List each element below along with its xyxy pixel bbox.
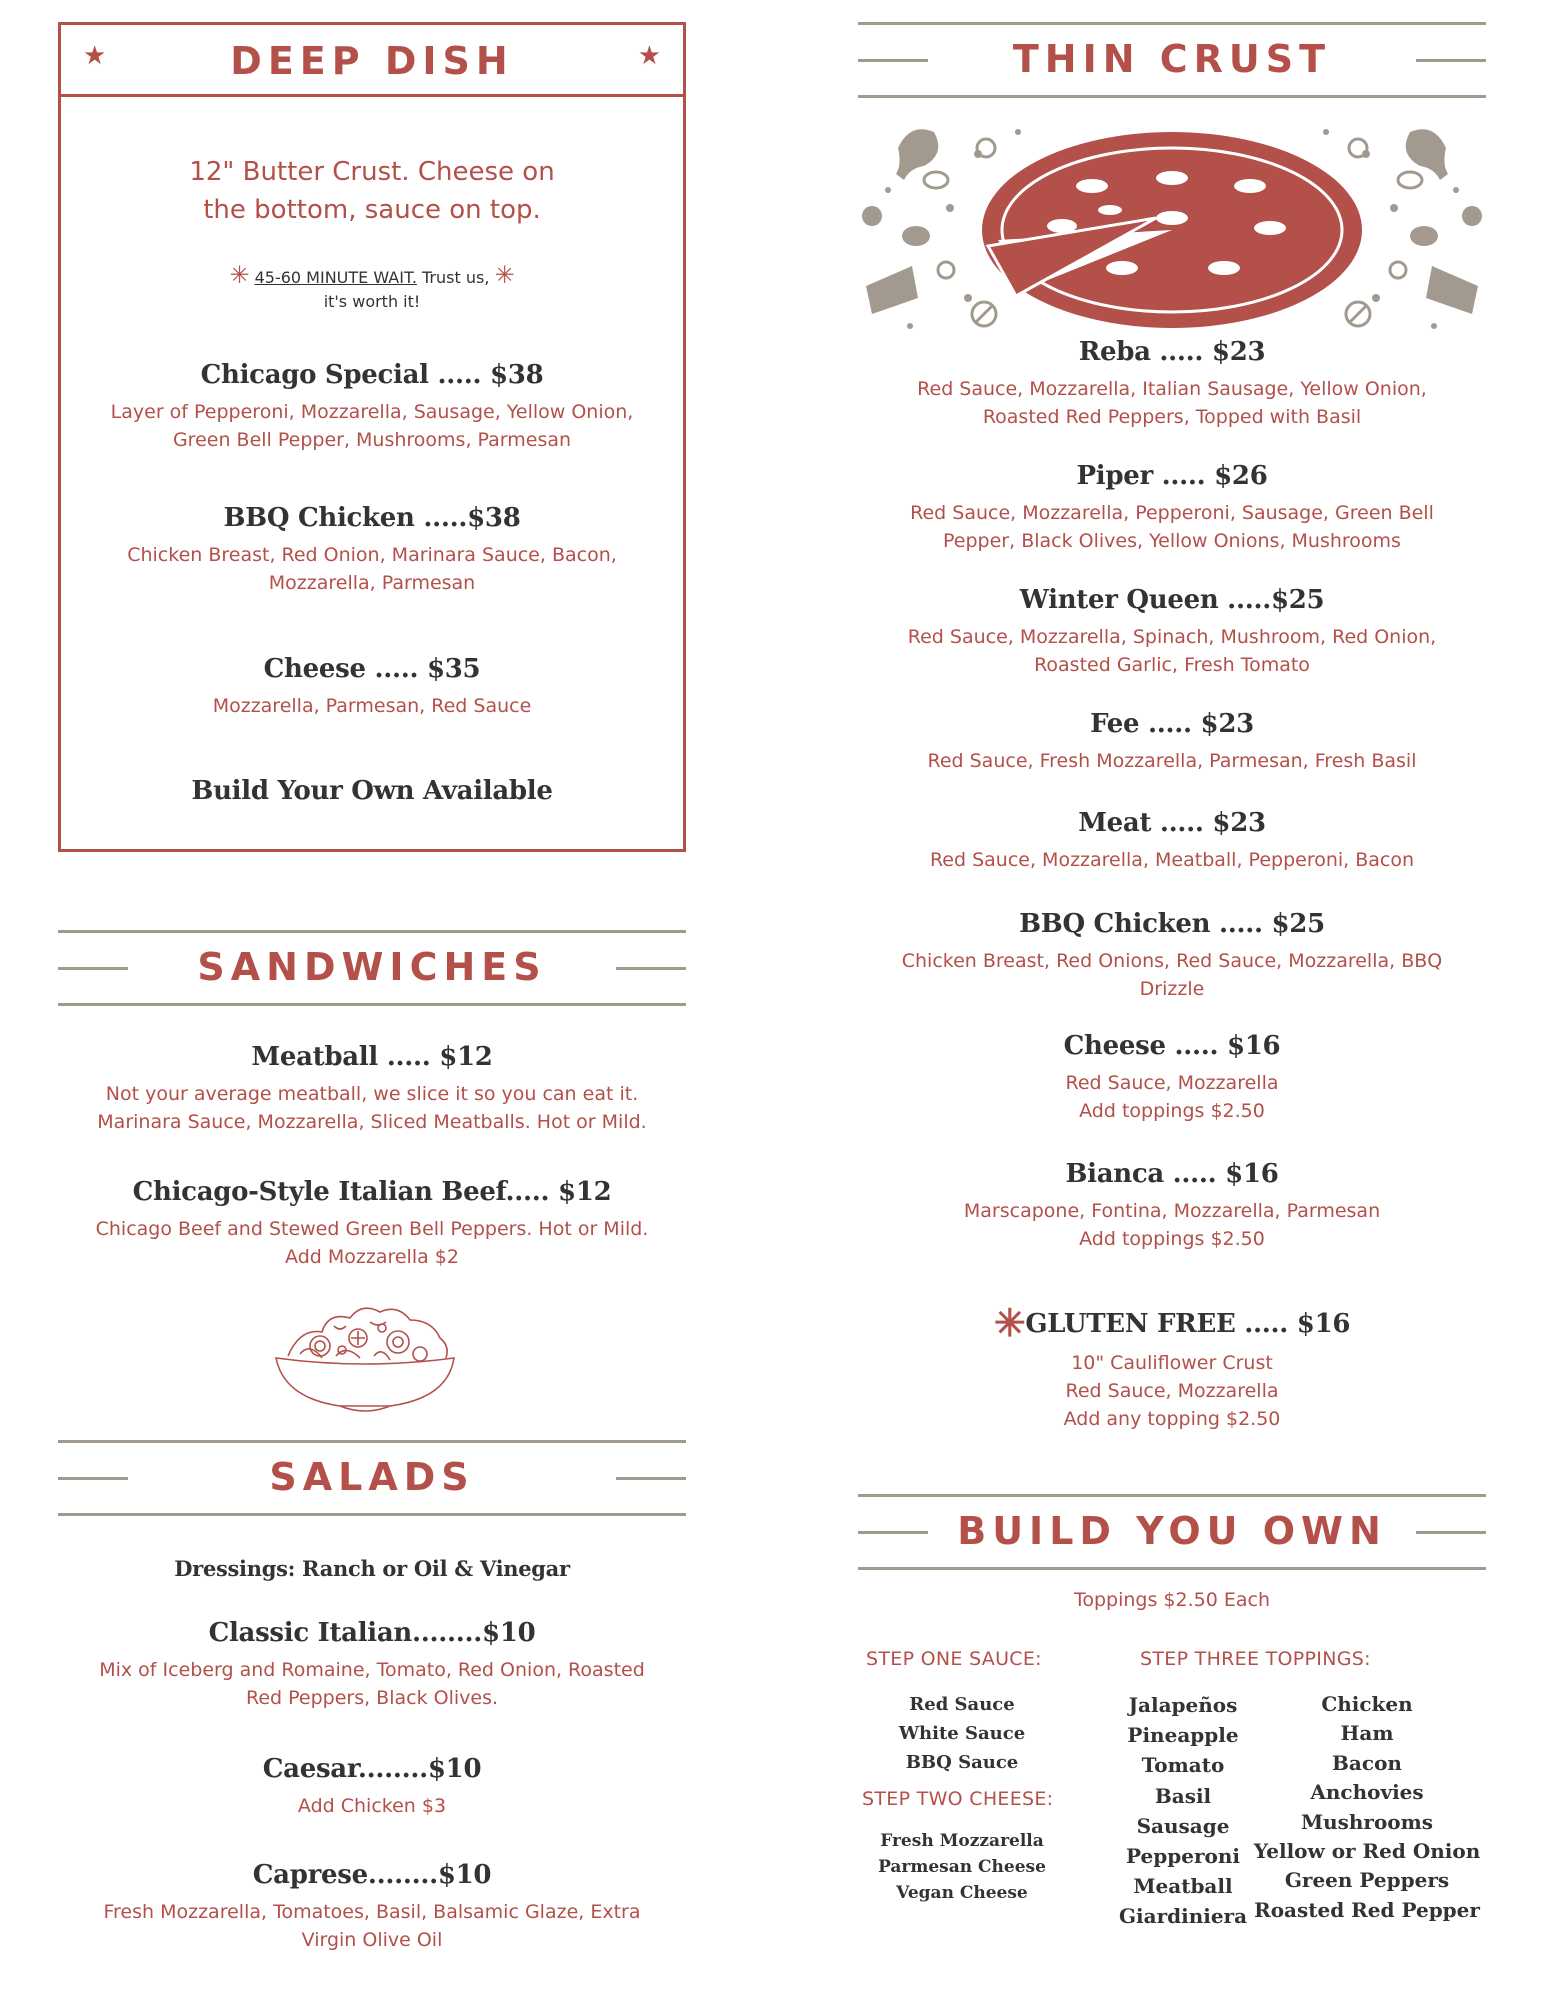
list-item: Pineapple [1127, 1723, 1239, 1748]
wait-time: 45-60 MINUTE WAIT. [254, 268, 417, 287]
item-desc: Add Mozzarella $2 [285, 1246, 459, 1268]
list-item: Parmesan Cheese [878, 1857, 1046, 1877]
item-desc: Marscapone, Fontina, Mozzarella, Parmesan [963, 1200, 1381, 1222]
list-item: Giardiniera [1118, 1904, 1248, 1929]
salad-bowl-illustration [270, 1298, 460, 1416]
intro-line: 12" Butter Crust. Cheese on [189, 157, 555, 187]
item-title: BBQ Chicken .....$38 [223, 503, 521, 533]
list-item: Pepperoni [1126, 1844, 1240, 1869]
deep-dish-intro [61, 153, 683, 229]
intro-line: the bottom, sauce on top. [203, 195, 541, 225]
item-desc: Layer of Pepperoni, Mozzarella, Sausage, Yellow Onion, [110, 401, 634, 423]
menu-item [858, 461, 1486, 555]
toppings-list-2 [1248, 1690, 1486, 1925]
wait-note [61, 263, 683, 314]
list-item: Yellow or Red Onion [1253, 1839, 1481, 1864]
item-desc: Red Peppers, Black Olives. [245, 1687, 499, 1709]
item-desc: Fresh Mozzarella, Tomatoes, Basil, Balsamic Glaze, Extra [103, 1901, 641, 1923]
step-one-label: STEP ONE SAUCE: [866, 1648, 1042, 1670]
list-item: Basil [1154, 1783, 1212, 1808]
item-title: Classic Italian........$10 [208, 1618, 536, 1648]
menu-item [858, 909, 1486, 1003]
list-item: White Sauce [898, 1723, 1026, 1744]
wait-text: it's worth it! [323, 292, 421, 311]
list-item: Mushrooms [1300, 1809, 1434, 1834]
menu-item [61, 654, 683, 720]
list-item: Meatball [1133, 1874, 1233, 1899]
item-title: BBQ Chicken ..... $25 [1019, 909, 1325, 939]
item-desc: Chicken Breast, Red Onion, Marinara Sauce, Bacon, [127, 544, 617, 566]
item-desc: Add Chicken $3 [297, 1795, 447, 1817]
item-title: Fee ..... $23 [1090, 709, 1254, 739]
deep-dish-header [61, 25, 683, 97]
menu-item [58, 1177, 686, 1271]
salads-heading: SALADS [269, 1455, 475, 1499]
list-item: Roasted Red Pepper [1254, 1897, 1480, 1922]
item-desc: Red Sauce, Mozzarella, Meatball, Pepperoni, Bacon [929, 849, 1415, 871]
menu-item [858, 1159, 1486, 1253]
menu-item [858, 1031, 1486, 1125]
list-item: Fresh Mozzarella [880, 1831, 1044, 1851]
item-title: Chicago-Style Italian Beef..... $12 [132, 1177, 612, 1207]
item-desc: Chicago Beef and Stewed Green Bell Peppers. Hot or Mild. [95, 1218, 649, 1240]
step-two-label: STEP TWO CHEESE: [862, 1788, 1054, 1810]
divider [858, 95, 1486, 98]
asterisk-icon: ✳ [993, 1300, 1026, 1345]
divider [58, 1513, 686, 1516]
item-desc: Add toppings $2.50 [1079, 1100, 1265, 1122]
thin-crust-header [858, 22, 1486, 98]
menu-item [858, 585, 1486, 679]
menu-item [58, 1618, 686, 1712]
item-desc: Mozzarella, Parmesan, Red Sauce [212, 695, 532, 717]
item-title: Cheese ..... $16 [1063, 1031, 1281, 1061]
list-item: Vegan Cheese [896, 1883, 1028, 1903]
menu-item [58, 1754, 686, 1820]
item-desc: Add any topping $2.50 [1063, 1408, 1281, 1430]
cheese-list [858, 1828, 1066, 1906]
sandwiches-header [58, 930, 686, 1006]
item-desc: Red Sauce, Mozzarella [1065, 1380, 1279, 1402]
item-desc: Add toppings $2.50 [1079, 1228, 1265, 1250]
toppings-price: Toppings $2.50 Each [1073, 1589, 1270, 1611]
divider [616, 1477, 686, 1480]
star-icon: ★ [83, 41, 107, 71]
item-title: Bianca ..... $16 [1065, 1159, 1279, 1189]
divider [858, 1567, 1486, 1570]
build-you-own-heading: BUILD YOU OWN [957, 1509, 1387, 1553]
list-item: Bacon [1332, 1750, 1402, 1775]
list-item: Ham [1340, 1721, 1394, 1746]
item-desc: Not your average meatball, we slice it so you can eat it. [105, 1083, 639, 1105]
gluten-free-item [858, 1300, 1486, 1433]
menu-item [61, 503, 683, 597]
list-item: BBQ Sauce [905, 1752, 1019, 1773]
deep-dish-heading: DEEP DISH [230, 39, 514, 83]
menu-item [58, 1042, 686, 1136]
wait-text: Trust us, [416, 268, 490, 287]
item-title: Cheese ..... $35 [263, 654, 481, 684]
sauce-list [878, 1690, 1046, 1777]
divider [58, 1440, 686, 1443]
item-title: Caesar........$10 [262, 1754, 482, 1784]
menu-item [858, 808, 1486, 874]
asterisk-icon: ✳ [494, 261, 515, 289]
list-item: Sausage [1136, 1813, 1230, 1838]
menu-item [858, 709, 1486, 775]
list-item: Chicken [1321, 1692, 1413, 1716]
list-item: Anchovies [1310, 1780, 1424, 1805]
divider [1416, 59, 1486, 62]
menu-item [61, 360, 683, 454]
item-desc: Red Sauce, Fresh Mozzarella, Parmesan, Fresh Basil [927, 750, 1417, 772]
item-desc: Roasted Red Peppers, Topped with Basil [982, 406, 1362, 428]
item-title: Meat ..... $23 [1078, 808, 1266, 838]
item-desc: Marinara Sauce, Mozzarella, Sliced Meatballs. Hot or Mild. [97, 1111, 647, 1133]
item-title: Chicago Special ..... $38 [200, 360, 544, 390]
item-title: Meatball ..... $12 [251, 1042, 493, 1072]
divider [1416, 1531, 1486, 1534]
divider [858, 22, 1486, 25]
item-desc: Red Sauce, Mozzarella, Pepperoni, Sausage, Green Bell [910, 502, 1434, 524]
item-title: GLUTEN FREE ..... $16 [1025, 1309, 1351, 1339]
list-item: Tomato [1141, 1753, 1225, 1778]
thin-crust-heading: THIN CRUST [1012, 37, 1332, 81]
item-desc: Pepper, Black Olives, Yellow Onions, Mushrooms [943, 530, 1401, 552]
divider [58, 1003, 686, 1006]
item-desc: Drizzle [1139, 978, 1205, 1000]
item-title: Caprese........$10 [252, 1860, 492, 1890]
menu-item [58, 1860, 686, 1954]
step-three-label: STEP THREE TOPPINGS: [1140, 1648, 1371, 1670]
menu-item [858, 337, 1486, 431]
item-desc: Virgin Olive Oil [301, 1929, 443, 1951]
item-desc: Red Sauce, Mozzarella [1065, 1072, 1279, 1094]
item-desc: Mix of Iceberg and Romaine, Tomato, Red Onion, Roasted [99, 1659, 645, 1681]
divider [858, 1494, 1486, 1497]
item-desc: Green Bell Pepper, Mushrooms, Parmesan [172, 429, 572, 451]
sandwiches-heading: SANDWICHES [197, 945, 547, 989]
item-desc: Roasted Garlic, Fresh Tomato [1034, 654, 1310, 676]
item-title: Winter Queen .....$25 [1019, 585, 1325, 615]
list-item: Red Sauce [909, 1694, 1015, 1715]
asterisk-icon: ✳ [229, 261, 250, 289]
deep-dish-section [58, 22, 686, 852]
list-item: Jalapeños [1128, 1693, 1238, 1717]
item-title: Reba ..... $23 [1078, 337, 1266, 367]
item-desc: Red Sauce, Mozzarella, Spinach, Mushroom, Red Onion, [907, 626, 1437, 648]
dressings-note: Dressings: Ranch or Oil & Vinegar [174, 1556, 570, 1581]
item-title: Piper ..... $26 [1076, 461, 1268, 491]
star-icon: ★ [637, 41, 661, 71]
divider [616, 967, 686, 970]
item-desc: Mozzarella, Parmesan [268, 572, 476, 594]
build-you-own-header [858, 1494, 1486, 1570]
divider [58, 930, 686, 933]
build-own-note: Build Your Own Available [191, 776, 553, 806]
item-desc: 10" Cauliflower Crust [1071, 1352, 1273, 1374]
salads-header [58, 1440, 686, 1516]
list-item: Green Peppers [1284, 1868, 1450, 1893]
item-desc: Chicken Breast, Red Onions, Red Sauce, Mozzarella, BBQ [901, 950, 1443, 972]
pizza-illustration [858, 118, 1486, 340]
item-desc: Red Sauce, Mozzarella, Italian Sausage, Yellow Onion, [917, 378, 1427, 400]
toppings-list-1 [1098, 1690, 1268, 1932]
